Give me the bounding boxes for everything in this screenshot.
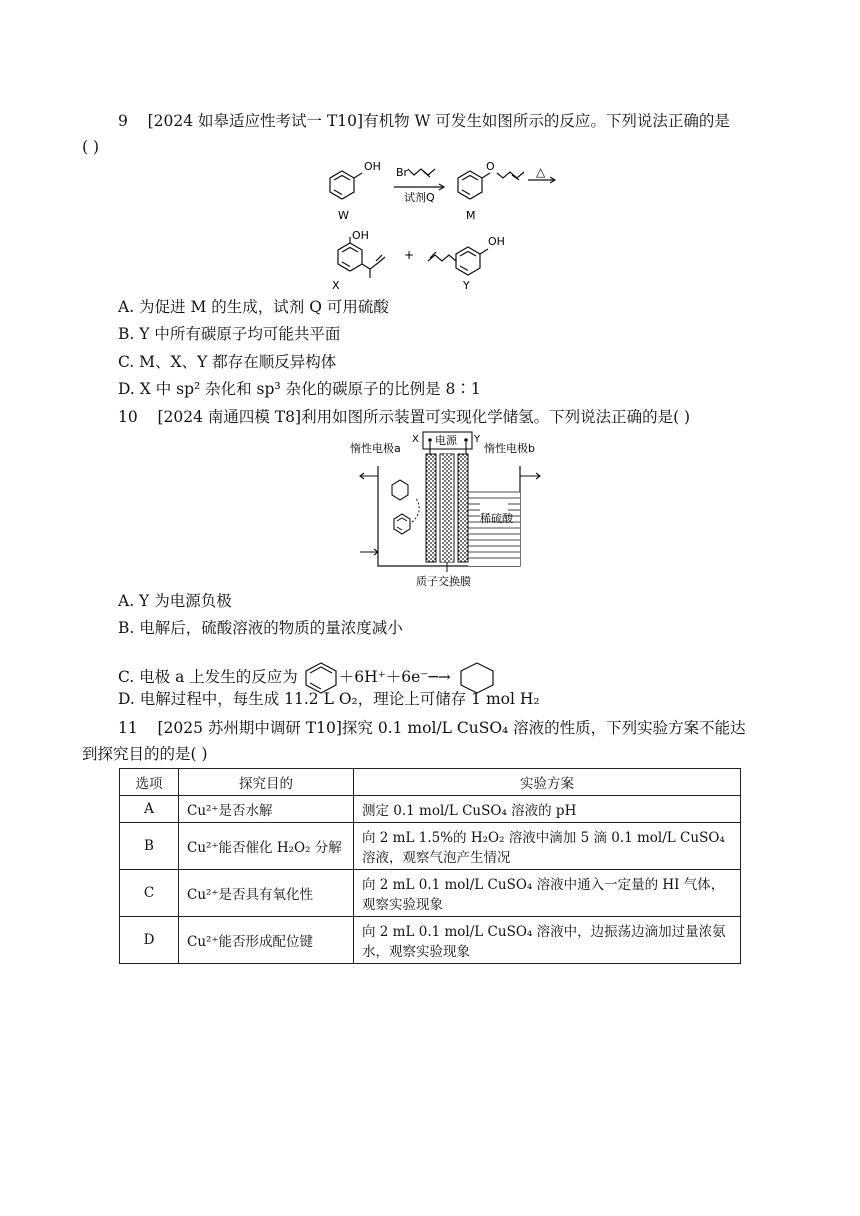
w-oh-label: OH xyxy=(364,160,381,173)
electrode-a-label: 惰性电极a xyxy=(350,442,401,455)
y-label: Y xyxy=(463,279,470,292)
table-cell: Cu²⁺能否催化 H₂O₂ 分解 xyxy=(179,823,354,870)
dilute-acid-label: 稀硫酸 xyxy=(480,512,513,525)
cyclohexane-icon xyxy=(392,480,408,500)
q10-electrolysis-diagram xyxy=(350,430,550,590)
q10-option-b: B. 电解后，硫酸溶液的物质的量浓度减小 xyxy=(118,619,403,637)
q10-stem: 利用如图所示装置可实现化学储氢。下列说法正确的是( ) xyxy=(301,408,691,426)
table-header: 探究目的 xyxy=(179,769,354,796)
br-label: Br xyxy=(396,166,409,179)
q9-stem: 有机物 W 可发生如图所示的反应。下列说法正确的是 xyxy=(363,112,730,130)
q9-source: [2024 如皋适应性考试一 T10] xyxy=(147,112,364,130)
q9-number: 9 xyxy=(118,112,128,130)
table-cell: C xyxy=(120,870,179,917)
table-header: 实验方案 xyxy=(354,769,741,796)
q10-line1 xyxy=(118,407,690,427)
table-header: 选项 xyxy=(120,769,179,796)
x-label: X xyxy=(332,279,340,292)
table-cell: Cu²⁺能否形成配位键 xyxy=(179,917,354,964)
table-header-row xyxy=(120,769,741,796)
m-o-label: O xyxy=(486,160,495,173)
q10-number: 10 xyxy=(118,408,138,426)
power-source-label: 电源 xyxy=(435,434,457,447)
table-cell: B xyxy=(120,823,179,870)
table-row xyxy=(120,823,741,870)
q9-reaction-scheme xyxy=(320,155,570,295)
table-cell: 向 2 mL 0.1 mol/L CuSO₄ 溶液中，边振荡边滴加过量浓氨水，观察实验现象 xyxy=(354,917,741,964)
table-row xyxy=(120,870,741,917)
x-oh-label: OH xyxy=(352,229,369,242)
q11-line1 xyxy=(118,718,746,738)
y-oh-label: OH xyxy=(488,235,505,248)
table-row xyxy=(120,917,741,964)
electrode-b-label: 惰性电极b xyxy=(484,442,535,455)
w-label: W xyxy=(338,209,349,222)
electrode-a xyxy=(426,454,436,562)
table-cell: 向 2 mL 0.1 mol/L CuSO₄ 溶液中通入一定量的 HI 气体，观察实验现象 xyxy=(354,870,741,917)
electrode-b xyxy=(458,454,468,562)
q10-source: [2024 南通四模 T8] xyxy=(157,408,302,426)
q10-option-c-prefix: C. 电极 a 上发生的反应为 xyxy=(118,668,298,686)
q9-option-d: D. X 中 sp² 杂化和 sp³ 杂化的碳原子的比例是 8∶1 xyxy=(118,380,481,398)
table-cell: Cu²⁺是否水解 xyxy=(179,796,354,823)
q10-option-d: D. 电解过程中，每生成 11.2 L O₂，理论上可储存 1 mol H₂ xyxy=(118,690,540,708)
q10-option-a: A. Y 为电源负极 xyxy=(118,592,232,610)
table-row xyxy=(120,796,741,823)
q9-option-b: B. Y 中所有碳原子均可能共平面 xyxy=(118,325,341,343)
table-cell: A xyxy=(120,796,179,823)
heat-symbol: △ xyxy=(536,165,546,179)
table-cell: 测定 0.1 mol/L CuSO₄ 溶液的 pH xyxy=(354,796,741,823)
membrane-label: 质子交换膜 xyxy=(416,575,471,588)
q11-source: [2025 苏州期中调研 T10] xyxy=(157,719,342,737)
x-terminal-label: X xyxy=(412,434,419,445)
table-cell: Cu²⁺是否具有氧化性 xyxy=(179,870,354,917)
reagent-q-label: 试剂Q xyxy=(404,191,435,204)
m-label: M xyxy=(466,209,476,222)
q9-option-a: A. 为促进 M 的生成，试剂 Q 可用硫酸 xyxy=(118,298,389,316)
table-cell: D xyxy=(120,917,179,964)
q9-option-c: C. M、X、Y 都存在顺反异构体 xyxy=(118,353,337,371)
q11-stem-line1: 探究 0.1 mol/L CuSO₄ 溶液的性质，下列实验方案不能达 xyxy=(341,719,746,737)
q11-number: 11 xyxy=(118,719,138,737)
q9-line1 xyxy=(118,111,730,131)
q10-option-c-suffix: ＋6H⁺＋6e⁻─→ xyxy=(338,668,451,686)
q11-stem-line2: 到探究目的的是( ) xyxy=(82,745,208,763)
plus-sign: + xyxy=(404,248,415,262)
q9-paren: ( ) xyxy=(82,138,100,156)
table-cell: 向 2 mL 1.5%的 H₂O₂ 溶液中滴加 5 滴 0.1 mol/L CuSO₄ 溶液，观察气泡产生情况 xyxy=(354,823,741,870)
y-terminal-label: Y xyxy=(474,434,481,445)
q11-answer-table xyxy=(119,768,741,964)
benzene-icon xyxy=(394,514,410,534)
